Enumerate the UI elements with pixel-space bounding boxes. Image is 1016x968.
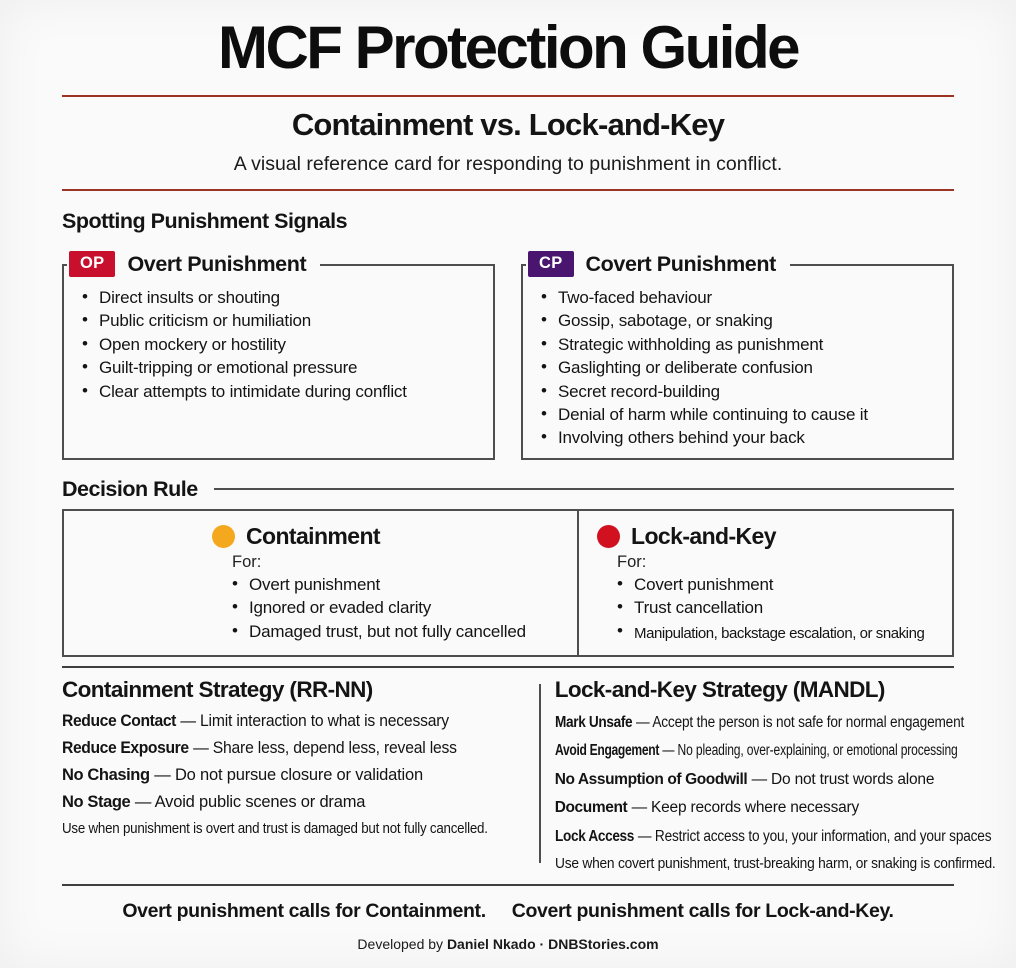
lock-and-key-strategy-note: Use when covert punishment, trust-breaking harm, or snaking is confirmed. [554,855,996,872]
list-item: • Open mockery or hostility [80,333,481,356]
credit-line [62,936,954,953]
signals-panels [62,251,954,460]
list-item: • Denial of harm while continuing to cause it [539,403,940,426]
decision-section [62,476,954,657]
header-bottom-divider [62,189,954,191]
lock-and-key-option [579,511,952,655]
covert-panel-title: Covert Punishment [585,251,776,276]
overt-signal-list [80,286,481,403]
credit-prefix: Developed by [357,935,444,952]
header [62,14,954,191]
summary-containment: Overt punishment calls for Containment. [122,899,486,922]
strategy-row: Mark Unsafe — Accept the person is not safe for normal engagement [554,713,964,731]
containment-strategy-note: Use when punishment is overt and trust is damaged but not fully cancelled. [62,821,488,838]
containment-option-header [212,521,571,551]
decision-heading-row [62,476,954,502]
list-item: • Gossip, sabotage, or snaking [539,309,940,332]
header-top-divider [62,95,954,97]
footer-top-divider [62,884,954,886]
list-item: • Damaged trust, but not fully cancelled [230,620,571,643]
signals-heading: Spotting Punishment Signals [62,209,348,233]
credit-site: DNBStories.com [548,935,659,952]
summary-lock-and-key: Covert punishment calls for Lock-and-Key. [511,899,894,922]
strategy-row: Reduce Contact — Limit interaction to what is necessary [62,712,449,731]
list-item: • Covert punishment [615,573,946,596]
containment-option [64,511,579,655]
for-label: For: [232,553,262,571]
covert-signal-list [539,286,940,450]
credit-separator: · [539,935,545,952]
page-title: MCF Protection Guide [218,14,798,81]
list-item: • Public criticism or humiliation [80,309,481,332]
summary-line [62,899,954,923]
lock-and-key-for-list [615,573,946,645]
list-item: • Gaslighting or deliberate confusion [539,356,940,379]
strategy-row: Document — Keep records where necessary [554,799,860,817]
containment-strategy [62,668,525,873]
lock-and-key-option-title: Lock-and-Key [631,522,776,549]
list-item: • Clear attempts to intimidate during conflict [80,380,481,403]
lock-and-key-strategy [555,668,1016,873]
covert-punishment-panel [521,251,954,460]
containment-dot-icon [212,525,235,548]
cp-badge: CP [528,251,574,277]
page-tagline: A visual reference card for responding to punishment in conflict. [233,153,783,175]
list-item: • Ignored or evaded clarity [230,596,571,619]
list-item: • Manipulation, backstage escalation, or snaking [615,620,946,645]
containment-strategy-heading: Containment Strategy (RR-NN) [62,677,373,703]
lock-and-key-strategy-heading: Lock-and-Key Strategy (MANDL) [554,677,885,703]
lock-and-key-option-header [597,521,946,551]
page-subtitle: Containment vs. Lock-and-Key [291,107,725,142]
containment-for-list [230,573,571,643]
decision-heading: Decision Rule [62,477,198,501]
strategies-section [62,668,996,873]
covert-panel-legend [526,251,790,277]
strategy-row: No Stage — Avoid public scenes or drama [62,793,366,812]
strategy-row: Avoid Engagement — No pleading, over-explaining, or emotional processing [554,742,958,760]
for-label: For: [617,553,647,571]
decision-box [62,509,954,657]
lock-and-key-dot-icon [597,525,620,548]
decision-heading-rule [214,488,954,490]
credit-author: Daniel Nkado [446,935,536,952]
list-item: • Overt punishment [230,573,571,596]
strategy-row: No Chasing — Do not pursue closure or validation [62,766,423,785]
list-item: • Involving others behind your back [539,426,940,449]
overt-panel-legend [67,251,320,277]
strategy-row: Reduce Exposure — Share less, depend less, reveal less [62,739,457,758]
signals-section [62,208,954,460]
containment-option-title: Containment [246,522,380,549]
list-item: • Secret record-building [539,380,940,403]
strategies-vertical-divider [539,684,541,863]
overt-punishment-panel [62,251,495,460]
list-item: • Two-faced behaviour [539,286,940,309]
overt-panel-title: Overt Punishment [127,251,307,276]
list-item: • Guilt-tripping or emotional pressure [80,356,481,379]
strategy-row: Lock Access — Restrict access to you, your information, and your spaces [554,827,992,845]
op-badge: OP [69,251,115,277]
list-item: • Direct insults or shouting [80,286,481,309]
strategy-row: No Assumption of Goodwill — Do not trust words alone [554,770,935,788]
list-item: • Trust cancellation [615,596,946,619]
footer [62,899,954,953]
list-item: • Strategic withholding as punishment [539,333,940,356]
